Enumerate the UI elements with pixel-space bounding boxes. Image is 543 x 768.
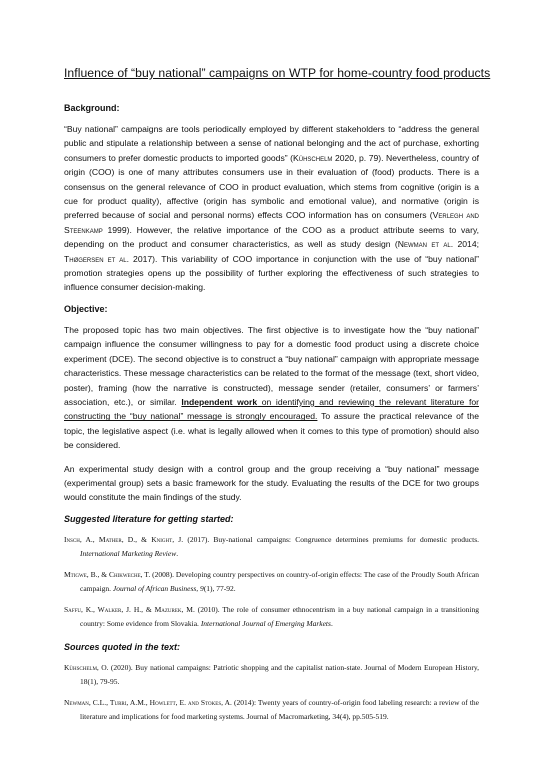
ref-authors: Newman, C.L., Turri, A.M., Howlett, E. and Stokes, A. bbox=[64, 697, 232, 707]
page-title: Influence of “buy national” campaigns on WTP for home-country food products bbox=[64, 66, 491, 80]
source-ref bbox=[64, 696, 479, 724]
background-text-5: 2017). This variability of COO importance in conjunction with the use of “buy national” promotion strategies opens up the possibility of further exploring the effectiveness of such strategies to influence consumer decision-making. bbox=[64, 253, 479, 293]
ref-tail: . bbox=[330, 618, 333, 628]
background-heading: Background: bbox=[64, 103, 120, 113]
ref-authors: Saffu, K., Walker, J. H., & Mazurek, M. bbox=[64, 604, 195, 614]
citation-verlegh: Verlegh and Steenkamp bbox=[64, 210, 479, 235]
objective-heading: Objective: bbox=[64, 303, 108, 314]
ref-authors: Kühschelm, O. bbox=[64, 662, 109, 672]
ref-tail: (1), 77-92. bbox=[203, 583, 236, 593]
literature-heading: Suggested literature for getting started: bbox=[64, 513, 234, 524]
ref-authors: Mtigwe, B., & Chikweche, T. bbox=[64, 569, 151, 579]
ref-authors: Insch, A., Mather, D., & Knight, J. bbox=[64, 534, 184, 544]
background-text-2: 2020, p. 79). Nevertheless, country of origin (COO) is one of many attributes consumers use in their evaluation of (food) products. There is a consensus on the general relevance of COO in product evaluation, which stems from cognitive (origin is a cue for product quality), affective (origin has symbolic and emotional value), and normative (origin is preferred because of social and personal norms) effects COO information has on consumers ( bbox=[64, 152, 479, 221]
ref-journal: International Journal of Emerging Markets bbox=[200, 618, 331, 628]
ref-body: (2014): Twenty years of country-of-origin food labeling research: a review of the literature and implications for food marketing systems. Journal of Macromarketing, 34(4), pp.505-519. bbox=[80, 697, 479, 721]
literature-list bbox=[64, 533, 479, 631]
ref-journal: Journal of African Business, 9 bbox=[112, 583, 204, 593]
ref-body: (2020). Buy national campaigns: Patriotic shopping and the capitalist nation-state. Journal of Modern European History, 18(1), 79-95. bbox=[80, 662, 479, 686]
background-text-1: “Buy national” campaigns are tools periodically employed by different stakeholders to “address the general public and stipulate a relationship between a sense of national belonging and the act of purchase, exhorting consumers to prefer domestic products to imported goods” ( bbox=[64, 124, 479, 163]
independent-work-emphasis: Independent work bbox=[181, 396, 258, 407]
ref-tail: . bbox=[176, 548, 179, 558]
ref-journal: International Marketing Review bbox=[80, 548, 177, 558]
background-text-4: 2014; bbox=[453, 239, 479, 250]
sources-heading: Sources quoted in the text: bbox=[64, 641, 181, 652]
literature-ref bbox=[64, 568, 479, 596]
objective-text-2: To assure the practical relevance of the topic, the legislative aspect (i.e. what is legally allowed when it comes to this type of promotion) should also be considered. bbox=[64, 411, 479, 451]
ref-body: (2017). Buy-national campaigns: Congruence determines premiums for domestic products. bbox=[183, 534, 479, 544]
source-ref bbox=[64, 661, 479, 689]
objective-paragraph-2: An experimental study design with a control group and the group receiving a “buy national” message (experimental group) sets a basic framework for the study. Evaluating the results of the DCE for two groups would constitute the main findings of the study. bbox=[64, 463, 479, 503]
citation-thogersen: Thøgersen et al. bbox=[64, 253, 130, 264]
sources-list bbox=[64, 661, 479, 724]
encouraged-underlined-text: on identifying and reviewing the relevant literature for constructing the “buy national” message is strongly encouraged. bbox=[64, 396, 479, 422]
literature-ref bbox=[64, 533, 479, 561]
ref-body: (2008). Developing country perspectives on country-of-origin effects: The case of the Proudly South African campaign. bbox=[80, 569, 479, 593]
citation-kuhschelm: Kühschelm bbox=[293, 152, 333, 163]
background-text-3: 1999). However, the relative importance of the COO as a product attribute seems to vary, depending on the product and consumer characteristics, as well as study design ( bbox=[64, 224, 479, 250]
objective-paragraph-1 bbox=[64, 323, 479, 453]
objective-text-1: The proposed topic has two main objectives. The first objective is to investigate how the “buy national” campaign influence the consumer willingness to pay for a domestic food product using a discrete choice experiment (DCE). The second objective is to construct a “buy national” campaign with appropriate message characteristics. These message characteristics can be related to the format of the message (text, short video, poster), framing (how the narrative is constructed), message sender (retailer, consumers’ or farmers’ association, etc.), or similar. bbox=[64, 324, 479, 407]
citation-newman: Newman et al. bbox=[397, 239, 454, 250]
literature-ref bbox=[64, 603, 479, 631]
background-paragraph bbox=[64, 122, 479, 295]
ref-body: (2010). The role of consumer ethnocentrism in a buy national campaign in a transitioning country: Some evidence from Slovakia. bbox=[80, 604, 480, 628]
